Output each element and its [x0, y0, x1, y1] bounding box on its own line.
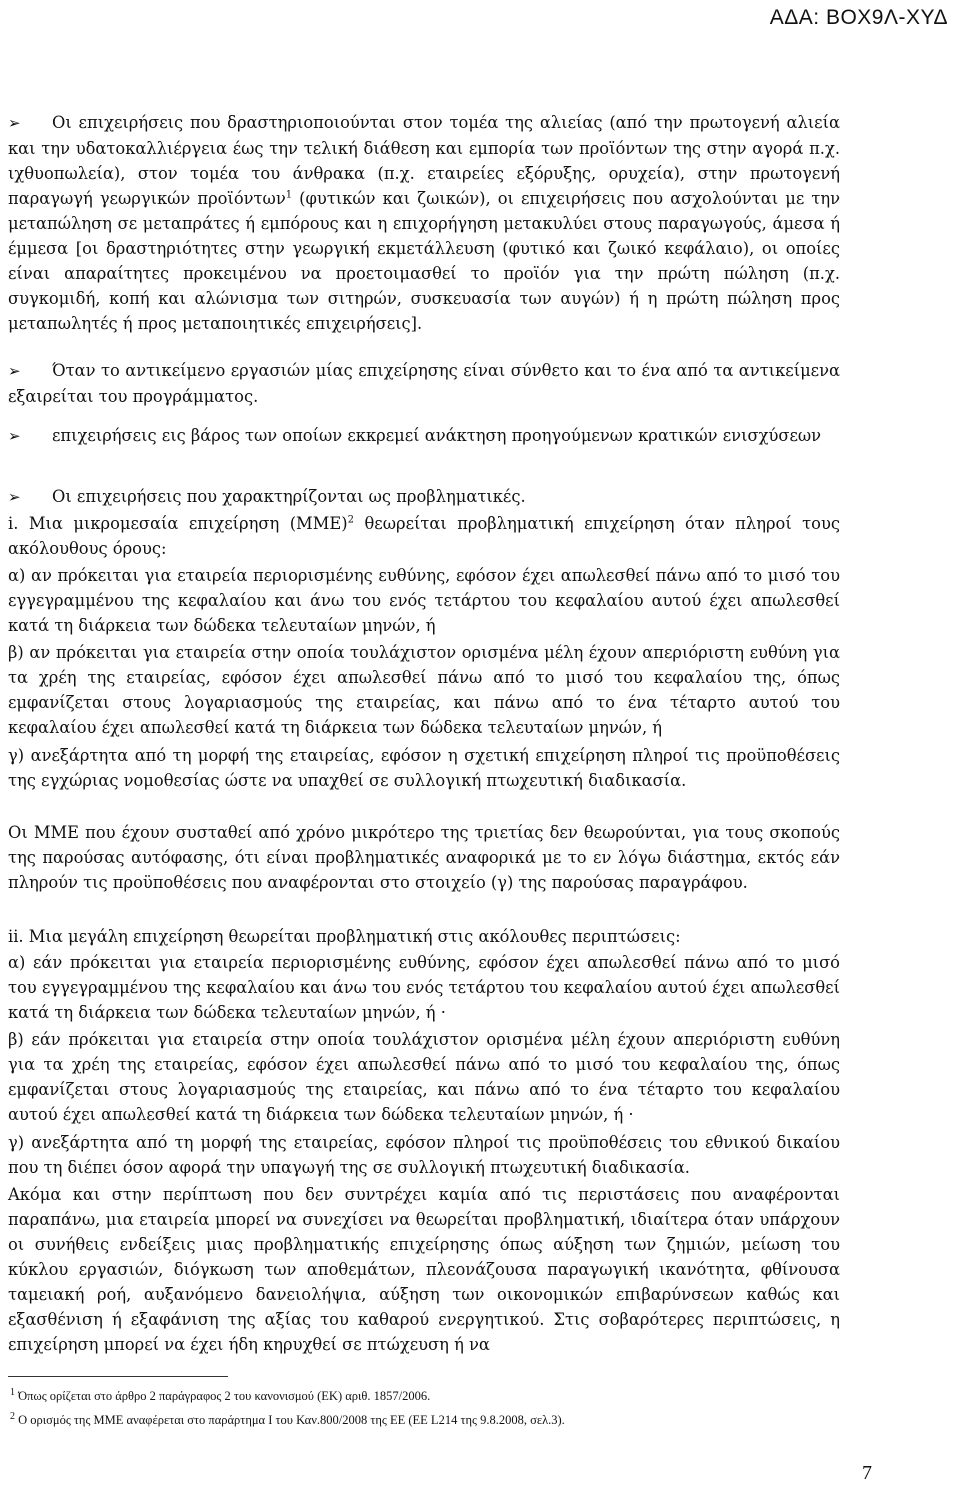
- bullet-text: Οι επιχειρήσεις που δραστηριοποιούνται στον τομέα της αλιείας (από την πρωτογενή αλιεία και την υδατοκαλλιέργεια έως την τελική διάθεση και εμπορία των προϊόντων της στην αγορά π.χ. ιχθυοπωλεία), στον τομέα του άνθρακα (π.χ. εταιρείες εξόρυξης, ορυχεία), στην πρωτογενή παραγωγή γεωργικών προϊόντων: [8, 113, 840, 208]
- bullet-text: επιχειρήσεις εις βάρος των οποίων εκκρεμεί ανάκτηση προηγούμενων κρατικών ενισχύσεων: [52, 426, 822, 445]
- footnote-ref-2[interactable]: 2: [347, 514, 355, 526]
- footnote-number: 1: [10, 1386, 15, 1398]
- footnote-text: Ο ορισμός της ΜΜΕ αναφέρεται στο παράρτημα Ι του Καν.800/2008 της ΕΕ (ΕΕ L214 της 9.8.2008, σελ.3).: [15, 1413, 565, 1427]
- bullet-text: Όταν το αντικείμενο εργασιών μίας επιχείρησης είναι σύνθετο και το ένα από τα αντικείμενα εξαιρείται του προγράμματος.: [8, 361, 840, 406]
- arrow-bullet-icon: ➢: [8, 488, 21, 506]
- arrow-bullet-icon: ➢: [8, 362, 21, 380]
- arrow-bullet-icon: ➢: [8, 427, 21, 445]
- footnote-1: [10, 1388, 430, 1404]
- paragraph-large-enterprise: ii. Μια μεγάλη επιχείρηση θεωρείται προβληματική στις ακόλουθες περιπτώσεις:: [8, 927, 681, 946]
- bullet-text: Οι επιχειρήσεις που χαρακτηρίζονται ως προβληματικές.: [52, 487, 526, 506]
- footnote-2: [10, 1412, 565, 1428]
- paragraph-text: i. Μια μικρομεσαία επιχείρηση (ΜΜΕ): [8, 514, 348, 533]
- ada-code: ΑΔΑ: ΒΟΧ9Λ-ΧΥΔ: [769, 6, 948, 29]
- footnote-ref-1[interactable]: 1: [285, 189, 293, 201]
- bullet-item-recovery: [8, 423, 840, 449]
- paragraph-sme-gamma: γ) ανεξάρτητα από τη μορφή της εταιρείας, εφόσον η σχετική επιχείρηση πληροί τις προϋποθέσεις της εγχώριας νομοθεσίας ώστε να υπαχθεί σε συλλογική πτωχευτική διαδικασία.: [8, 746, 840, 790]
- paragraph-sme-definition: [8, 511, 840, 561]
- paragraph-sme-beta: β) αν πρόκειται για εταιρεία στην οποία τουλάχιστον ορισμένα μέλη έχουν απεριόριστη ευθύνη για τα χρέη της εταιρείας, εφόσον έχει απωλεσθεί πάνω από το μισό του κεφαλαίου της, όπως εμφανίζεται στους λογαριασμούς της εταιρείας, και πάνω από το ένα τέταρτο αυτού του κεφαλαίου έχει απωλεσθεί κατά τη διάρκεια των δώδεκα τελευταίων μηνών, ή: [8, 643, 840, 737]
- footnote-divider: [8, 1376, 228, 1377]
- bullet-text-cont: (φυτικών και ζωικών), οι επιχειρήσεις που ασχολούνται με την μεταπώληση σε μεταπράτες ή εμπόρους και η επιχορήγηση μετακυλύει στους παραγωγούς, άμεσα ή έμμεσα [οι δραστηριότητες στην γεωργική εκμετάλλευση (φυτικό και ζωικό κεφάλαιο), οι οποίες είναι απαραίτητες προκειμένου να προετοιμασθεί το προϊόν για την πρώτη πώληση (π.χ. συγκομιδή, κοπή και αλώνισμα των σιτηρών, συσκευασία των αυγών) ή η πρώτη πώληση προς μεταπωλητές ή προς μεταποιητικές επιχειρήσεις].: [8, 189, 840, 333]
- paragraph-large-beta: β) εάν πρόκειται για εταιρεία στην οποία τουλάχιστον ορισμένα μέλη έχουν απεριόριστη ευθύνη για τα χρέη της εταιρείας, εφόσον έχει απωλεσθεί πάνω από το μισό του κεφαλαίου της, όπως εμφανίζεται στους λογαριασμούς της εταιρείας, και πάνω από το ένα τέταρτο του κεφαλαίου αυτού έχει απωλεσθεί κατά τη διάρκεια των δώδεκα τελευταίων μηνών, ή ·: [8, 1030, 840, 1124]
- page-number: 7: [862, 1462, 872, 1484]
- bullet-item-fisheries: [8, 110, 840, 336]
- paragraph-indicators: Ακόμα και στην περίπτωση που δεν συντρέχει καμία από τις περιστάσεις που αναφέρονται παραπάνω, μια εταιρεία μπορεί να συνεχίσει να θεωρείται προβληματική, ιδιαίτερα όταν υπάρχουν οι συνήθεις ενδείξεις μιας προβληματικής επιχείρησης όπως αύξηση των ζημιών, μείωση του κύκλου εργασιών, διόγκωση των αποθεμάτων, πλεονάζουσα παραγωγική ικανότητα, φθίνουσα ταμειακή ροή, αυξανόμενο δανειολήψια, αύξηση των οικονομικών επιβαρύνσεων καθώς και εξασθένιση ή εξαφάνιση της αξίας του καθαρού ενεργητικού. Στις σοβαρότερες περιπτώσεις, η επιχείρηση μπορεί να έχει ήδη κηρυχθεί σε πτώχευση ή να: [8, 1185, 840, 1354]
- paragraph-sme-new: Οι ΜΜΕ που έχουν συσταθεί από χρόνο μικρότερο της τριετίας δεν θεωρούνται, για τους σκοπούς της παρούσας αυτόφασης, ότι είναι προβληματικές αναφορικά με το εν λόγω διάστημα, εκτός εάν πληρούν τις προϋποθέσεις που αναφέρονται στο στοιχείο (γ) της παρούσας παραγράφου.: [8, 823, 840, 892]
- bullet-item-problematic: [8, 484, 840, 510]
- paragraph-large-gamma: γ) ανεξάρτητα από τη μορφή της εταιρείας, εφόσον πληροί τις προϋποθέσεις του εθνικού δικαίου που τη διέπει όσον αφορά την υπαγωγή της σε συλλογική πτωχευτική διαδικασία.: [8, 1133, 840, 1177]
- arrow-bullet-icon: ➢: [8, 114, 21, 132]
- footnote-text: Όπως ορίζεται στο άρθρο 2 παράγραφος 2 του κανονισμού (ΕΚ) αριθ. 1857/2006.: [15, 1389, 431, 1403]
- paragraph-large-alpha: α) εάν πρόκειται για εταιρεία περιορισμένης ευθύνης, εφόσον έχει απωλεσθεί πάνω από το μισό του εγγεγραμμένου της κεφαλαίου και άνω του ενός τετάρτου του κεφαλαίου αυτού έχει απωλεσθεί κατά τη διάρκεια των δώδεκα τελευταίων μηνών, ή ·: [8, 953, 840, 1022]
- footnote-number: 2: [10, 1410, 15, 1422]
- paragraph-sme-alpha: α) αν πρόκειται για εταιρεία περιορισμένης ευθύνης, εφόσον έχει απωλεσθεί πάνω από το μισό του εγγεγραμμένου της κεφαλαίου και άνω του ενός τετάρτου του κεφαλαίου αυτού έχει απωλεσθεί κατά τη διάρκεια των δώδεκα τελευταίων μηνών, ή: [8, 566, 840, 635]
- bullet-item-complex-object: [8, 358, 840, 409]
- paragraph-text-cont: θεωρείται προβληματική επιχείρηση όταν πληροί τους ακόλουθους όρους:: [8, 514, 840, 558]
